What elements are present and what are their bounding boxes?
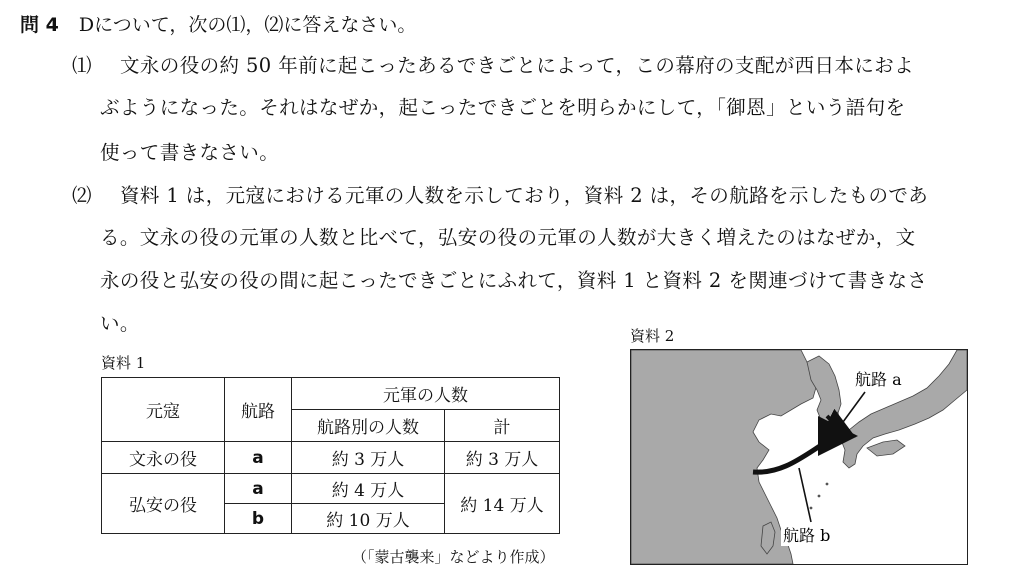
table-row-koan-a [102, 474, 560, 504]
header-army: 元軍の人数 [292, 378, 560, 410]
header-genko: 元寇 [102, 378, 225, 442]
header-total: 計 [445, 410, 560, 442]
material1-table [101, 377, 560, 534]
material1-source: （「蒙古襲来」などより作成） [352, 548, 555, 566]
cell-bunei-count: 約 3 万人 [292, 442, 445, 474]
material1-label: 資料 1 [101, 354, 146, 372]
cell-koan-route-a: a [225, 474, 292, 504]
route-a-label: 航路 a [855, 370, 902, 389]
cell-bunei-total: 約 3 万人 [445, 442, 560, 474]
q2-text-1: 資料 1 は，元寇における元軍の人数を示しており，資料 2 は，その航路を示したものであ [120, 184, 929, 207]
question-number: 問 4 [20, 14, 59, 36]
material2-map [630, 349, 968, 565]
question-text: Dについて，次の⑴，⑵に答えなさい。 [78, 14, 417, 36]
shikoku-land [867, 440, 905, 456]
question-title [20, 10, 416, 37]
route-a-leader [843, 392, 865, 422]
ryukyu-island [826, 483, 829, 486]
tsushima-island [834, 412, 839, 422]
cell-koan-total: 約 14 万人 [445, 474, 560, 534]
cell-bunei-name: 文永の役 [102, 442, 225, 474]
ryukyu-island [818, 495, 821, 498]
map-svg [631, 350, 967, 564]
header-by-route: 航路別の人数 [292, 410, 445, 442]
cell-koan-route-b: b [225, 504, 292, 534]
q1-line-1 [72, 50, 914, 78]
header-route: 航路 [225, 378, 292, 442]
q2-line-4: い。 [100, 312, 140, 335]
q2-line-2: る。文永の役の元軍の人数と比べて，弘安の役の元軍の人数が大きく増えたのはなぜか，文 [100, 226, 916, 249]
ryukyu-island [810, 507, 813, 510]
table-row-bunei [102, 442, 560, 474]
material2-label: 資料 2 [630, 327, 675, 345]
q2-line-1 [72, 180, 928, 208]
q1-text-1: 文永の役の約 50 年前に起こったあるできごとによって，この幕府の支配が西日本におよ [120, 54, 915, 77]
q2-line-3: 永の役と弘安の役の間に起こったできごとにふれて，資料 1 と資料 2 を関連づけて書きなさ [100, 269, 928, 292]
cell-koan-count-b: 約 10 万人 [292, 504, 445, 534]
q1-number: ⑴ [72, 54, 92, 77]
q1-line-3: 使って書きなさい。 [100, 141, 280, 164]
japan-land [841, 350, 967, 468]
q2-number: ⑵ [72, 184, 92, 207]
route-b-leader [799, 468, 811, 522]
q1-line-2: ぶようになった。それはなぜか，起こったできごとを明らかにして，「御恩」という語句を [100, 96, 906, 119]
cell-koan-name: 弘安の役 [102, 474, 225, 534]
cell-bunei-route: a [225, 442, 292, 474]
route-b-label: 航路 b [783, 526, 831, 545]
cell-koan-count-a: 約 4 万人 [292, 474, 445, 504]
